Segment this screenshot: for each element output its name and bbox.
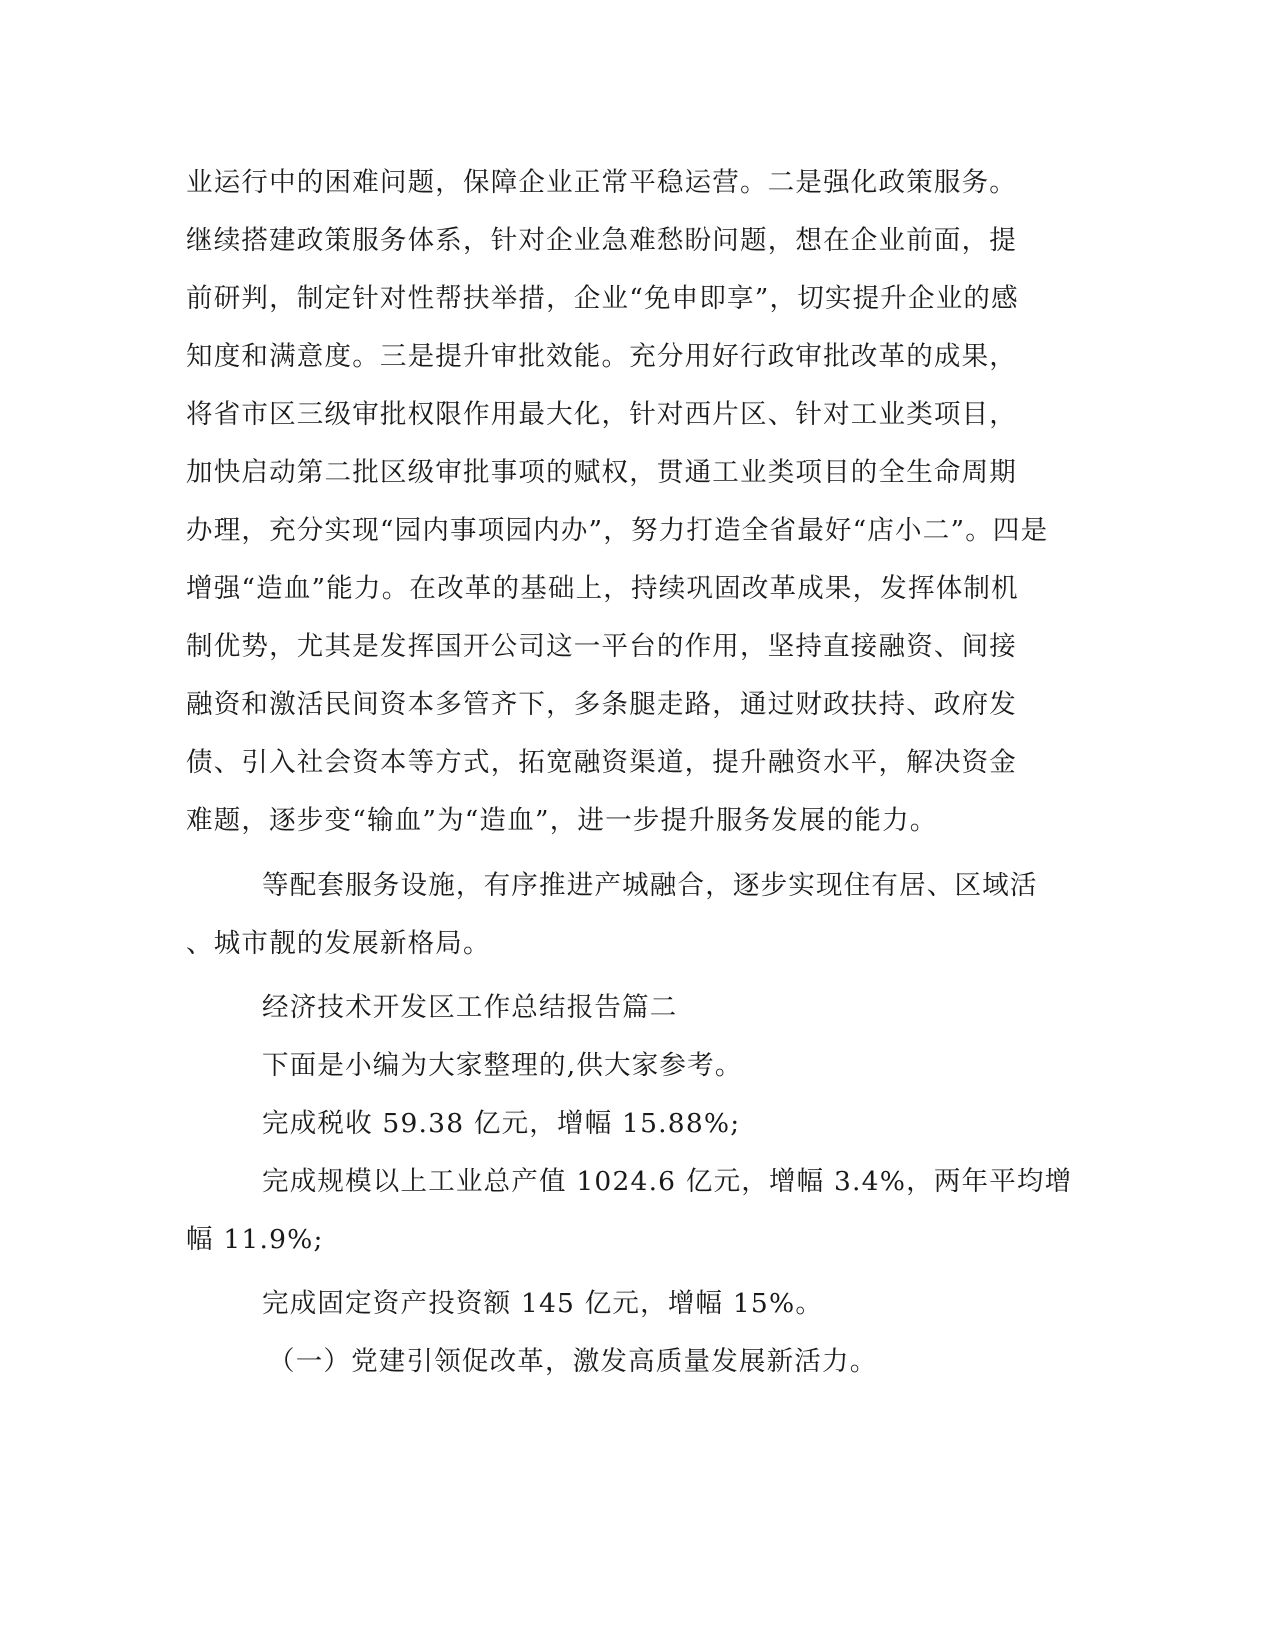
intro-line: 下面是小编为大家整理的,供大家参考。 [262, 1050, 743, 1081]
paragraph-line: 债、引入社会资本等方式，拓宽融资渠道，提升融资水平，解决资金 [186, 747, 1017, 778]
paragraph-line: 制优势，尤其是发挥国开公司这一平台的作用，坚持直接融资、间接 [186, 631, 1017, 662]
subheading: （一）党建引领促改革，激发高质量发展新活力。 [268, 1346, 878, 1377]
paragraph-line: 业运行中的困难问题，保障企业正常平稳运营。二是强化政策服务。 [186, 167, 1017, 198]
stat-investment: 完成固定资产投资额 145 亿元，增幅 15%。 [262, 1288, 824, 1319]
paragraph-line: 知度和满意度。三是提升审批效能。充分用好行政审批改革的成果， [186, 341, 1017, 372]
paragraph-line: 增强“造血”能力。在改革的基础上，持续巩固改革成果，发挥体制机 [186, 573, 1019, 604]
paragraph-line: 前研判，制定针对性帮扶举措，企业“免申即享”，切实提升企业的感 [186, 283, 1019, 314]
paragraph-line: 将省市区三级审批权限作用最大化，针对西片区、针对工业类项目， [186, 399, 1017, 430]
paragraph-line: 、城市靓的发展新格局。 [186, 928, 491, 959]
paragraph-line: 等配套服务设施，有序推进产城融合，逐步实现住有居、区域活 [262, 870, 1038, 901]
stat-tax: 完成税收 59.38 亿元，增幅 15.88%; [262, 1108, 741, 1139]
paragraph-line: 融资和激活民间资本多管齐下，多条腿走路，通过财政扶持、政府发 [186, 689, 1017, 720]
section-title: 经济技术开发区工作总结报告篇二 [262, 992, 678, 1023]
paragraph-line: 办理，充分实现“园内事项园内办”，努力打造全省最好“店小二”。四是 [186, 515, 1049, 546]
stat-industry-continued: 幅 11.9%; [186, 1224, 324, 1255]
paragraph-line: 继续搭建政策服务体系，针对企业急难愁盼问题，想在企业前面，提 [186, 225, 1017, 256]
paragraph-line: 加快启动第二批区级审批事项的赋权，贯通工业类项目的全生命周期 [186, 457, 1017, 488]
stat-industry: 完成规模以上工业总产值 1024.6 亿元，增幅 3.4%，两年平均增 [262, 1166, 1073, 1197]
paragraph-line: 难题，逐步变“输血”为“造血”，进一步提升服务发展的能力。 [186, 805, 938, 836]
